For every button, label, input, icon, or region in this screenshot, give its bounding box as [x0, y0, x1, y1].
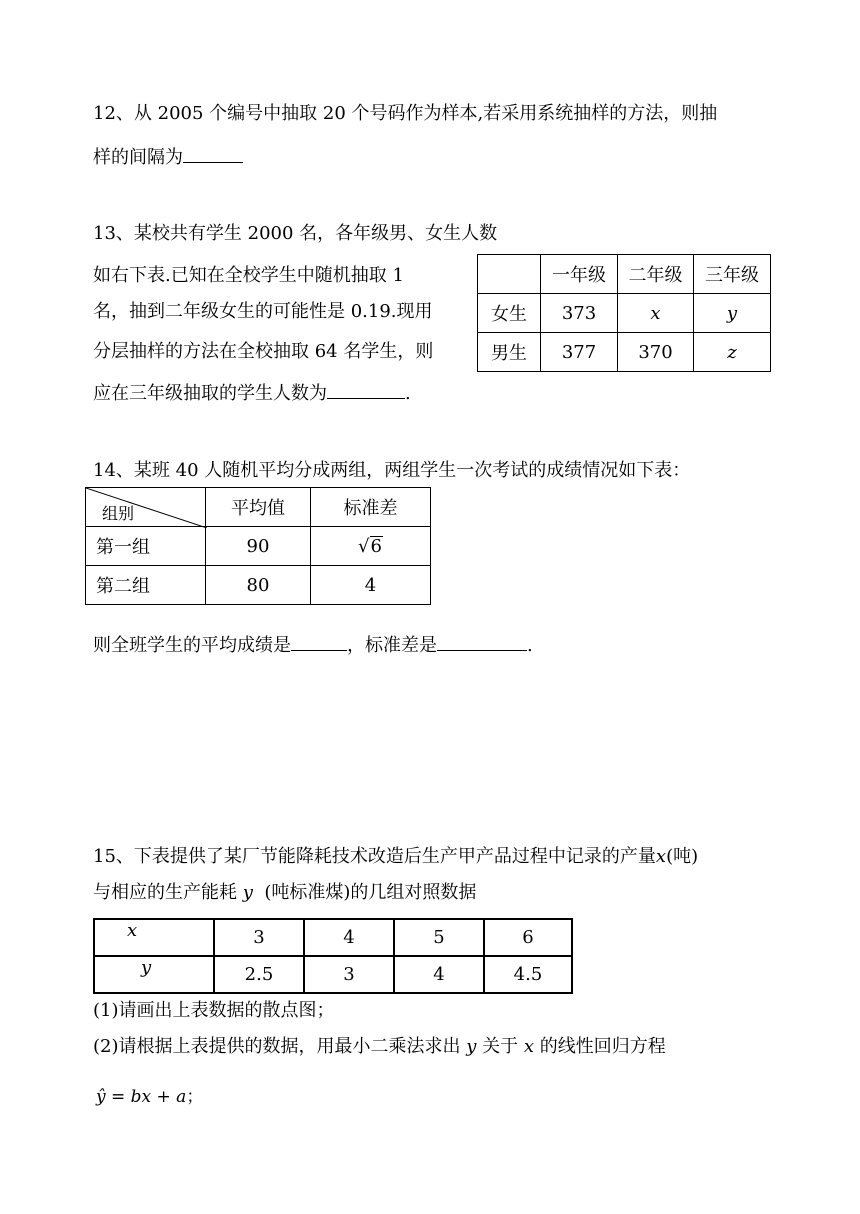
- q14-cell: 80: [206, 566, 311, 605]
- q12-line2: [93, 144, 243, 170]
- q15-part2-y: y: [466, 1036, 477, 1057]
- q13-cell: x: [618, 294, 694, 333]
- q15-part2-a: (2)请根据上表提供的数据，用最小二乘法求出: [93, 1036, 461, 1057]
- q14-table-corner: [86, 488, 206, 527]
- q15-part2-x: x: [523, 1036, 535, 1057]
- q13-header-grade3: 三年级: [694, 255, 771, 294]
- q13-cell: 373: [541, 294, 618, 333]
- q13-line3: 名，抽到二年级女生的可能性是 0.19.现用: [93, 301, 433, 322]
- q15-line1: [93, 845, 698, 869]
- q14-row-label-group2: 第二组: [86, 566, 206, 605]
- q13-header-grade1: 一年级: [541, 255, 618, 294]
- q15-line1-end: (吨): [666, 846, 699, 867]
- q14-after-c: .: [527, 635, 533, 656]
- q14-mean-blank[interactable]: [291, 632, 347, 651]
- q15-line2: [93, 881, 476, 905]
- q14-cell-sqrt6: [311, 527, 431, 566]
- q14-line1: 14、某班 40 人随机平均分成两组，两组学生一次考试的成绩情况如下表：: [93, 460, 691, 481]
- q14-sqrt: [358, 536, 383, 557]
- q14-corner-label: 组别: [102, 504, 135, 523]
- q12-answer-blank[interactable]: [183, 144, 243, 163]
- q15-equation: [96, 1085, 203, 1109]
- q15-x-cell: 6: [484, 919, 572, 956]
- q15-x-cell: 4: [304, 919, 394, 956]
- q13-row-label-male: 男生: [478, 333, 541, 372]
- q15-y-cell: 4.5: [484, 956, 572, 993]
- q15-x-cell: 3: [214, 919, 304, 956]
- q13-line2: 如右下表.已知在全校学生中随机抽取 1: [93, 265, 404, 286]
- q14-table: [85, 487, 431, 605]
- q14-after-a: 则全班学生的平均成绩是: [93, 635, 291, 656]
- q13-line4: 分层抽样的方法在全校抽取 64 名学生，则: [93, 341, 434, 362]
- q13-table: [477, 254, 771, 372]
- q14-answer-line: [93, 632, 533, 658]
- q13-cell: y: [694, 294, 771, 333]
- q15-y-cell: 3: [304, 956, 394, 993]
- q14-sqrt-symbol: √: [358, 535, 370, 557]
- q13-answer-blank[interactable]: [327, 380, 405, 399]
- q14-after-b: ，标准差是: [347, 635, 437, 656]
- q15-part2-b: 关于: [482, 1036, 519, 1057]
- q14-sqrt-radicand: 6: [370, 535, 382, 557]
- q15-y-label: y: [94, 956, 214, 993]
- q15-part2-c: 的线性回归方程: [539, 1036, 666, 1057]
- q14-header-sd: 标准差: [311, 488, 431, 527]
- q14-cell: 90: [206, 527, 311, 566]
- q15-part2: [93, 1035, 666, 1059]
- q15-y-cell: 2.5: [214, 956, 304, 993]
- q12-line1: 12、从 2005 个编号中抽取 20 个号码作为样本,若采用系统抽样的方法，则抽: [93, 103, 718, 124]
- q13-line5: [93, 380, 411, 406]
- q15-line2-var: y: [242, 882, 253, 903]
- q13-line5-end: .: [405, 383, 411, 404]
- q15-line1-text: 15、下表提供了某厂节能降耗技术改造后生产甲产品过程中记录的产量: [93, 846, 656, 867]
- q14-header-mean: 平均值: [206, 488, 311, 527]
- q13-line5-text: 应在三年级抽取的学生人数为: [93, 383, 327, 404]
- q13-line1: 13、某校共有学生 2000 名，各年级男、女生人数: [93, 223, 498, 244]
- q15-eq-yhat: ŷ: [96, 1087, 106, 1107]
- q15-line2-a: 与相应的生产能耗: [93, 882, 237, 903]
- q14-sd-blank[interactable]: [437, 632, 527, 651]
- q13-table-corner: [478, 255, 541, 294]
- q12-line2-text: 样的间隔为: [93, 147, 183, 168]
- q15-line2-b: (吨标准煤)的几组对照数据: [264, 882, 477, 903]
- q15-table: [93, 918, 573, 994]
- q13-cell: 370: [618, 333, 694, 372]
- q15-x-cell: 5: [394, 919, 484, 956]
- q13-row-label-female: 女生: [478, 294, 541, 333]
- q15-eq-rest: = bx + a: [105, 1087, 187, 1107]
- q13-header-grade2: 二年级: [618, 255, 694, 294]
- q15-x-label: x: [94, 919, 214, 956]
- q13-cell: z: [694, 333, 771, 372]
- q15-part1: (1)请画出上表数据的散点图；: [93, 1000, 335, 1021]
- q13-cell: 377: [541, 333, 618, 372]
- q14-cell: 4: [311, 566, 431, 605]
- q15-y-cell: 4: [394, 956, 484, 993]
- q15-line1-var: x: [655, 846, 667, 867]
- q15-eq-end: ；: [186, 1087, 204, 1107]
- q14-row-label-group1: 第一组: [86, 527, 206, 566]
